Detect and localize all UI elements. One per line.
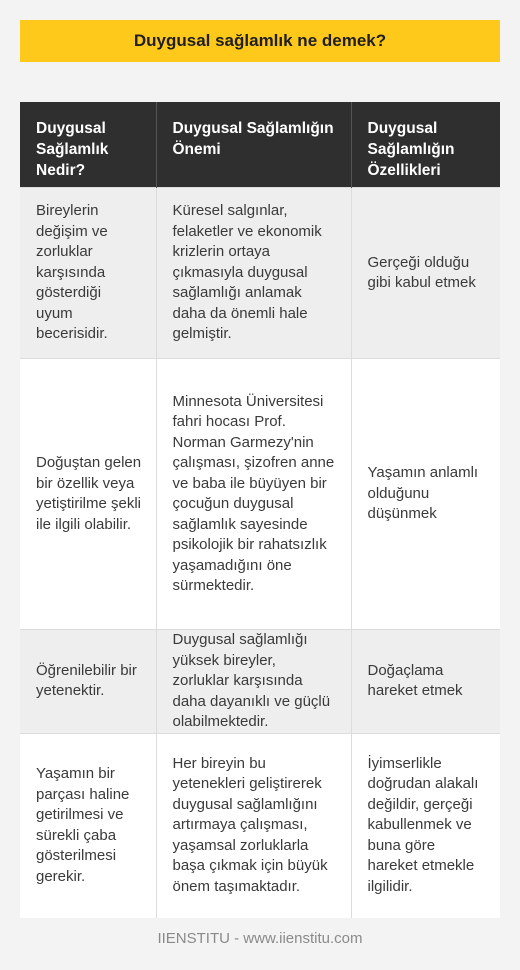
- table-cell: Her bireyin bu yetenekleri geliştirerek duygusal sağlamlığını artırmaya çalışması, yaşamsal zorluklarla başa çıkmak için büyük önem taşımaktadır.: [156, 733, 351, 918]
- table-cell: Yaşamın anlamlı olduğunu düşünmek: [351, 359, 500, 630]
- table-cell: Yaşamın bir parçası haline getirilmesi ve sürekli çaba gösterilmesi gerekir.: [20, 733, 156, 918]
- table-cell: Bireylerin değişim ve zorluklar karşısında gösterdiği uyum becerisidir.: [20, 188, 156, 359]
- page-title: [20, 20, 500, 62]
- table-body: [20, 188, 500, 918]
- table-cell: Gerçeği olduğu gibi kabul etmek: [351, 188, 500, 359]
- table-cell: Öğrenilebilir bir yetenektir.: [20, 630, 156, 734]
- table-row: [20, 188, 500, 359]
- header-row: [20, 102, 500, 188]
- column-header-features: Duygusal Sağlamlığın Özellikleri: [351, 102, 500, 188]
- table-row: [20, 630, 500, 734]
- table-cell: Duygusal sağlamlığı yüksek bireyler, zorluklar karşısında daha dayanıklı ve güçlü olabilmektedir.: [156, 630, 351, 734]
- column-header-importance: Duygusal Sağlamlığın Önemi: [156, 102, 351, 188]
- table-cell: Doğuştan gelen bir özellik veya yetiştirilme şekli ile ilgili olabilir.: [20, 359, 156, 630]
- table-row: [20, 359, 500, 630]
- table-cell: Küresel salgınlar, felaketler ve ekonomik krizlerin ortaya çıkmasıyla duygusal sağlamlığı anlamak daha da önemli hale gelmiştir.: [156, 188, 351, 359]
- table-cell: İyimserlikle doğrudan alakalı değildir, gerçeği kabullenmek ve buna göre hareket etmekle ilgilidir.: [351, 733, 500, 918]
- info-table: [20, 102, 500, 918]
- table-cell: Doğaçlama hareket etmek: [351, 630, 500, 734]
- table-header: [20, 102, 500, 188]
- table-row: [20, 733, 500, 918]
- table-cell: Minnesota Üniversitesi fahri hocası Prof. Norman Garmezy'nin çalışması, şizofren anne ve baba ile büyüyen bir çocuğun duygusal sağlamlık sayesinde psikolojik bir rahatsızlık yaşamadığını öne sürmektedir.: [156, 359, 351, 630]
- column-header-definition: Duygusal Sağlamlık Nedir?: [20, 102, 156, 188]
- page-title-text: Duygusal sağlamlık ne demek?: [133, 31, 387, 50]
- footer-credit: IIENSTITU - www.iienstitu.com: [157, 930, 363, 947]
